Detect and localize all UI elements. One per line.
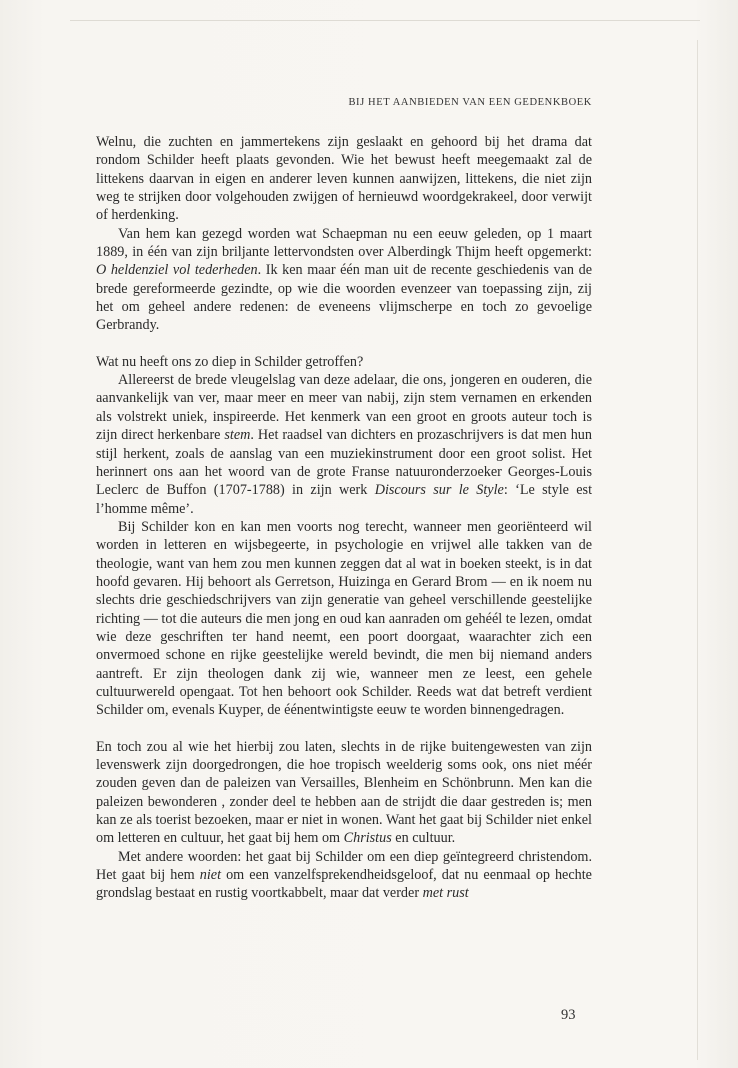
paragraph-4-work-title: Discours sur le Style: [374, 482, 504, 499]
top-edge-rule: [70, 20, 700, 21]
paragraph-2: [96, 225, 592, 335]
paragraph-1: [96, 133, 592, 225]
paragraph-7-text-b: om een vanzelfsprekendheidsgeloof, dat nu eenmaal op hechte grondslag bestaat en rustig voortkabbelt, maar dat verder: [96, 867, 592, 902]
paragraph-4: [96, 371, 592, 518]
paragraph-2-text-a: Van hem kan gezegd worden wat Schaepman nu een eeuw geleden, op 1 maart 1889, in één van zijn briljante lettervondsten over Alberdingk Thijm heeft opgemerkt:: [96, 225, 592, 261]
paragraph-6-text-b: en cultuur.: [391, 830, 456, 847]
paragraph-2-text-b: . Ik ken maar één man uit de recente geschiedenis van de brede gereformeerde gezindte, op wie die woorden evenzeer van toepassing zijn, zij het om geheel andere redenen: de eveneens vlijmscherpe en toch zo gevoelige Gerbrandy.: [96, 262, 592, 334]
paragraph-1-text: Welnu, die zuchten en jammertekens zijn geslaakt en gehoord bij het drama dat rondom Schilder heeft plaats gevonden. Wie het bewust heeft meegemaakt zal de littekens daarvan in eigen en anderer leven kunnen aanwijzen, littekens, die niet zijn weg te strijken door volgehouden zwijgen of hernieuwd woordgekrakeel, door verwijt of herdenking.: [96, 134, 592, 224]
paragraph-4-emphasis-stem: stem: [224, 427, 251, 444]
paragraph-6: [96, 738, 592, 848]
paragraph-6-emphasis-christus: Christus: [343, 830, 392, 847]
paragraph-3: [96, 353, 592, 371]
paragraph-4-text-b: . Het raadsel van dichters en prozaschrijvers is dat men hun stijl herkent, zoals de aanslag van een muziekinstrument door een groot solist. Het herinnert ons aan het woord van de grote Franse natuuronderzoeker Georges-Louis Leclerc de Buffon (1707-1788) in zijn werk: [96, 427, 592, 499]
paragraph-5-text: Bij Schilder kon en kan men voorts nog terecht, wanneer men georiënteerd wil worden in letteren en wijsbegeerte, in psychologie en vrijwel alle takken van de theologie, want van hem zou men kunnen zeggen dat al wat in boeken steekt, is in dat hoofd gevaren. Hij behoort als Gerretson, Huizinga en Gerard Brom — en ik noem nu slechts drie geschiedschrijvers van zijn generatie van geheel verschillende geestelijke richting — tot die auteurs die men jong en oud kan aanraden om gehéél te lezen, omdat wie deze geschriften ter hand neemt, een poort doorgaat, waarachter zich een onvermoed schone en rijke geestelijke wereld bevindt, die men bij niemand anders aantreft. Er zijn theologen dank zij wie, wanneer men ze leest, een gehele cultuurwereld opengaat. Tot hen behoort ook Schilder. Reeds wat dat betreft verdient Schilder om, evenals Kuyper, de éénentwintigste eeuw te worden binnengedragen.: [96, 518, 593, 719]
page-number: 93: [561, 1007, 576, 1023]
paragraph-4-text-c: : ‘Le style est l’homme même’.: [96, 482, 593, 517]
paragraph-6-text-a: En toch zou al wie het hierbij zou laten, slechts in de rijke buitengewesten van zijn levenswerk zijn doorgedrongen, die hoe tropisch weelderig soms ook, ons niet méér zouden geven dan de paleizen van Versailles, Blenheim en Schönbrunn. Men kan die paleizen bewonderen , zonder deel te hebben aan de strijdt die daar gestreden is; men kan ze als toerist bezoeken, maar er niet in wonen. Want het gaat bij Schilder niet enkel om letteren en cultuur, het gaat bij hem om: [96, 738, 592, 847]
paragraph-7-text-a: Met andere woorden: het gaat bij Schilder om een diep geïntegreerd christendom. Het gaat bij hem: [96, 848, 592, 884]
body-text: [96, 133, 592, 903]
paragraph-3-text: Wat nu heeft ons zo diep in Schilder getroffen?: [96, 353, 364, 370]
paragraph-4-text-a: Allereerst de brede vleugelslag van deze adelaar, die ons, jongeren en ouderen, die aanvankelijk van ver, maar meer en meer van nabij, zijn stem vernamen en erkenden als volstrekt uniek, inspireerde. Het kenmerk van een groot en groots auteur toch is zijn direct herkenbare: [96, 372, 592, 444]
running-head: BIJ HET AANBIEDEN VAN EEN GEDENKBOEK: [348, 97, 592, 108]
paragraph-5: [96, 518, 592, 720]
paragraph-2-quote: O heldenziel vol tederheden: [96, 262, 258, 279]
gutter-edge-rule: [697, 40, 698, 1060]
paragraph-7-emphasis-niet: niet: [199, 867, 222, 884]
paragraph-7: [96, 848, 592, 903]
paragraph-7-emphasis-met-rust: met rust: [422, 885, 469, 902]
